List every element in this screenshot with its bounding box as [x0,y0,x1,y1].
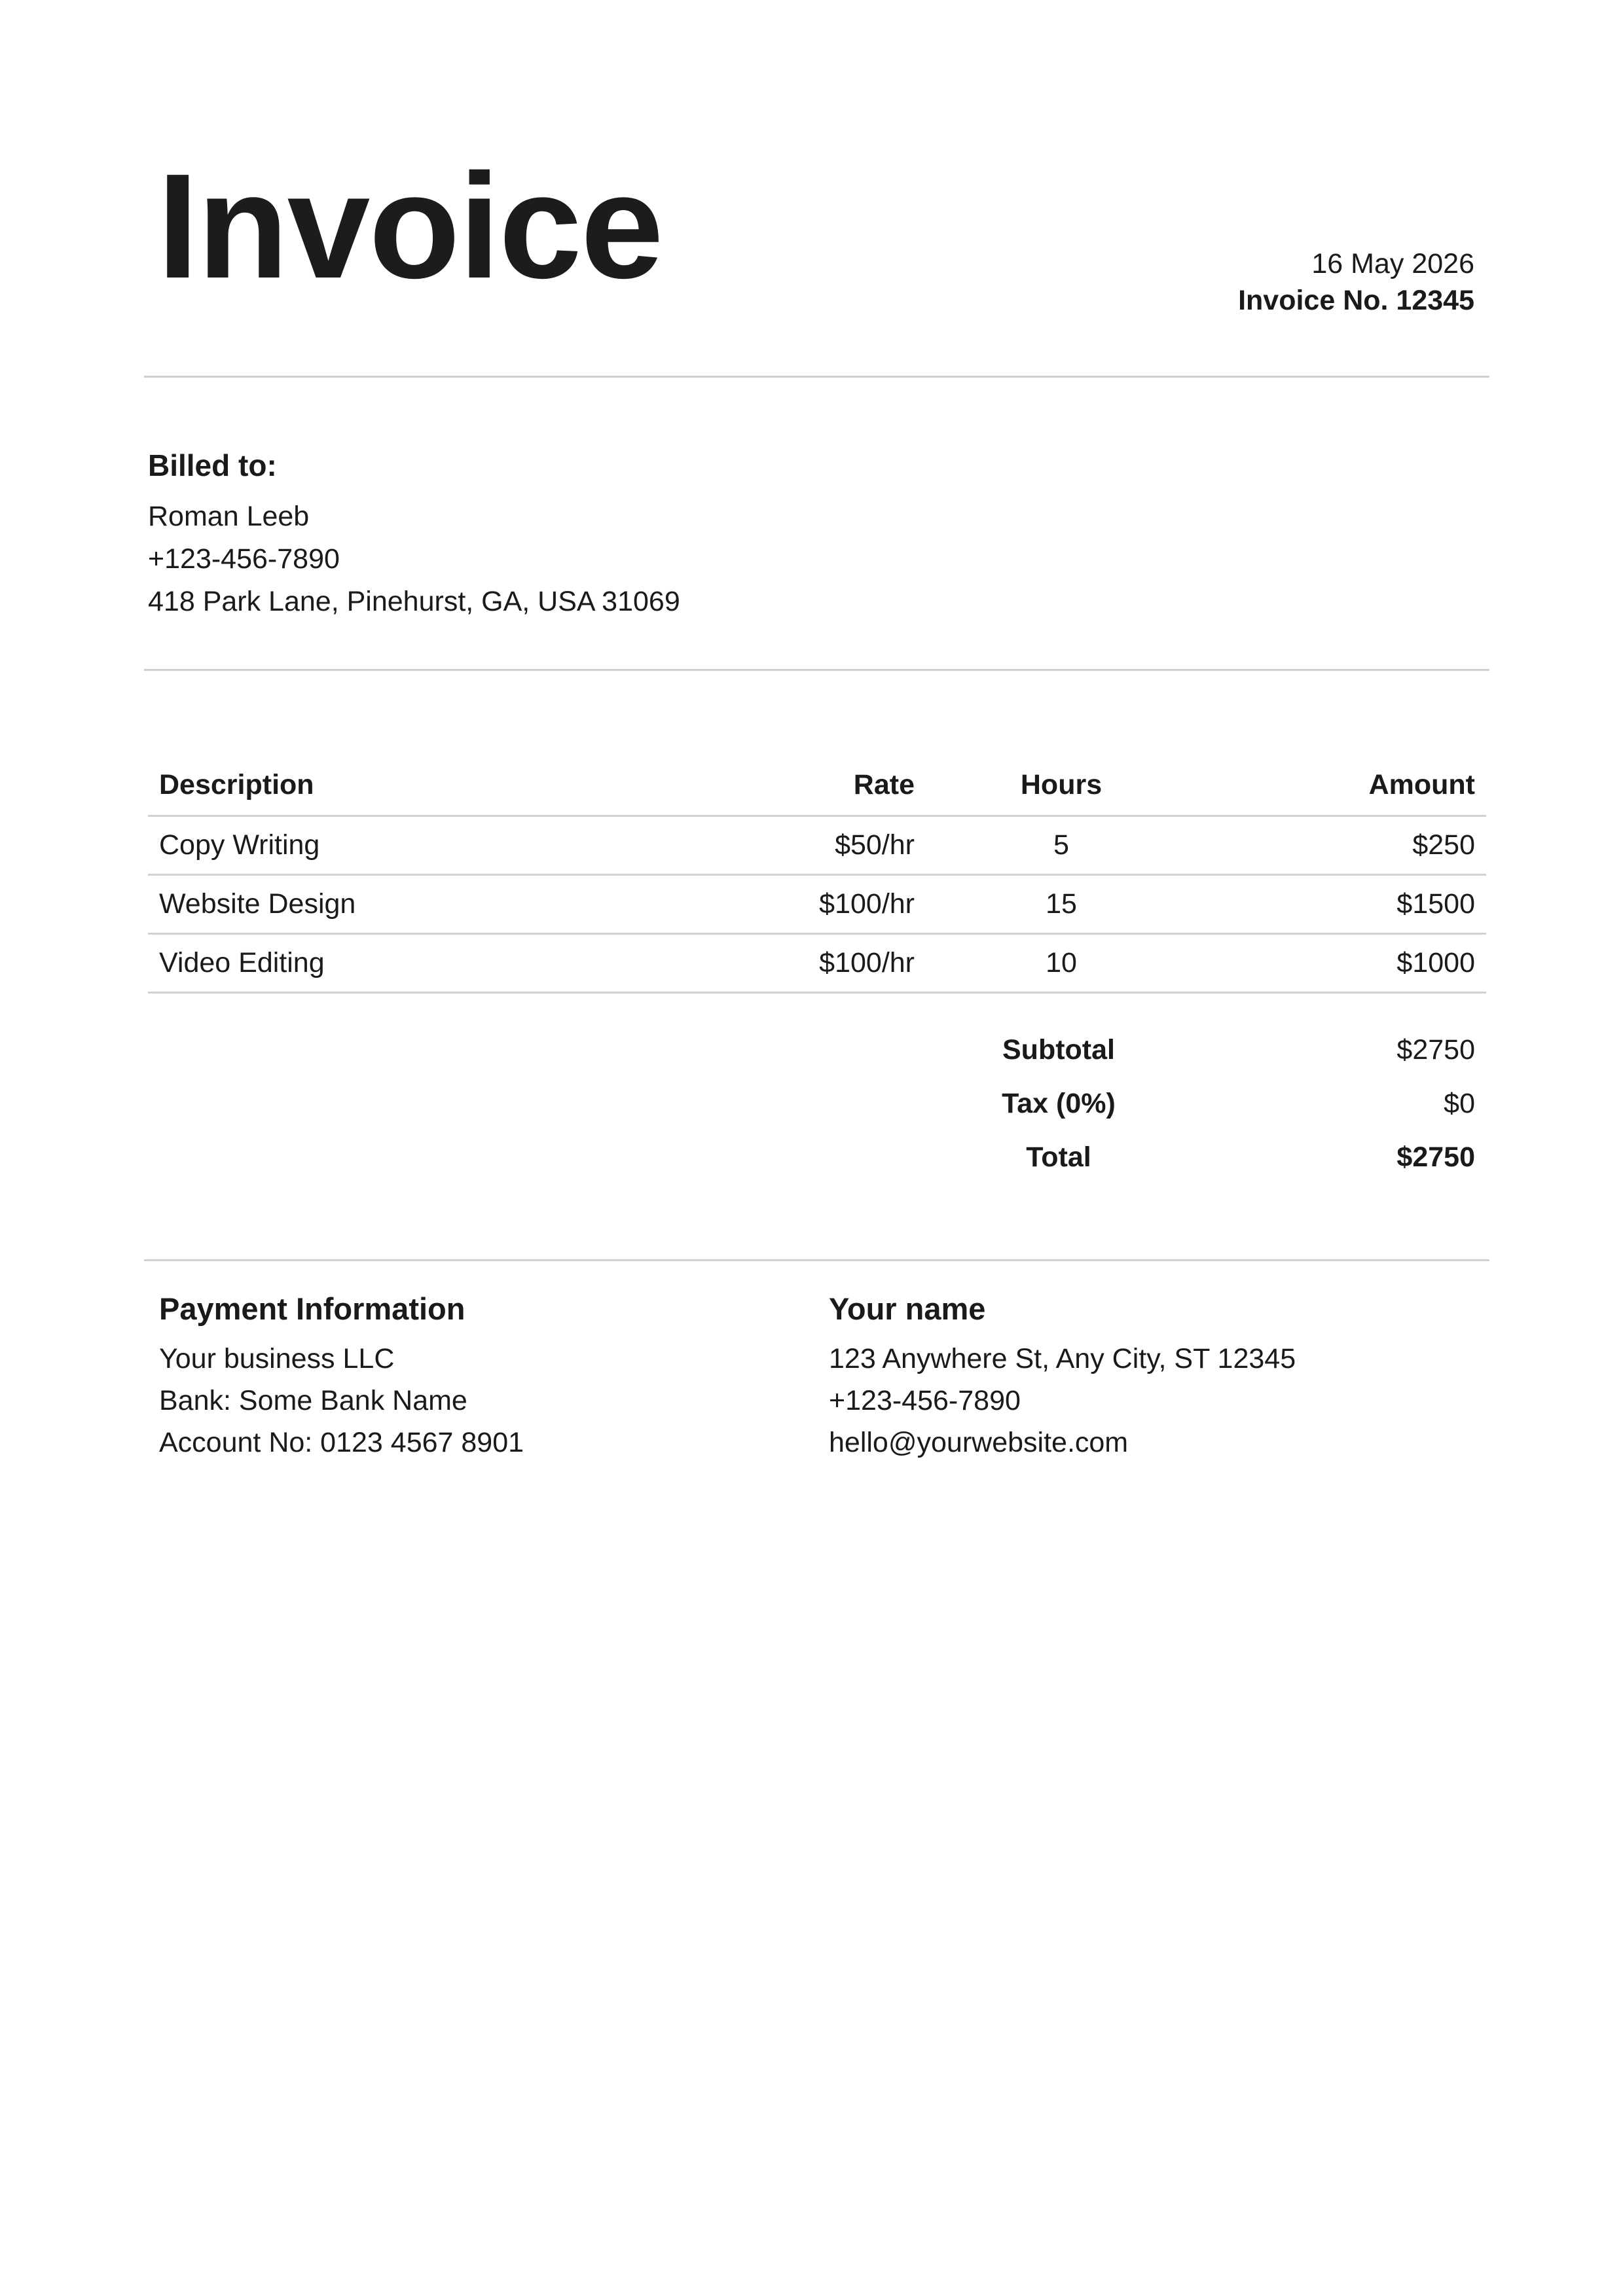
payment-account: Account No: 0123 4567 8901 [159,1427,524,1458]
cell-amount: $1500 [1197,875,1486,934]
tax-row [864,1077,1486,1130]
total-row [864,1130,1486,1184]
table-row [148,816,1486,875]
cell-hours: 10 [926,934,1197,993]
billed-to-name: Roman Leeb [148,501,310,532]
payment-info-section [159,1289,524,1463]
billed-to-address: 418 Park Lane, Pinehurst, GA, USA 31069 [148,586,680,617]
billed-to-heading: Billed to: [148,448,277,482]
column-header-rate: Rate [681,755,926,816]
column-header-description: Description [148,755,681,816]
cell-amount: $1000 [1197,934,1486,993]
table-row [148,934,1486,993]
cell-rate: $100/hr [681,934,926,993]
line-items-table [148,755,1486,994]
cell-rate: $50/hr [681,816,926,875]
invoice-title: Invoice [157,143,663,310]
total-label: Total [1026,1141,1091,1173]
divider-top [144,376,1489,378]
cell-description: Copy Writing [148,816,681,875]
divider-footer [144,1259,1489,1261]
invoice-date: 16 May 2026 [1311,248,1474,279]
divider-billed [144,669,1489,671]
cell-rate: $100/hr [681,875,926,934]
table-header-row [148,755,1486,816]
invoice-meta [1238,245,1474,319]
cell-hours: 5 [926,816,1197,875]
sender-email: hello@yourwebsite.com [829,1427,1129,1458]
subtotal-label: Subtotal [1002,1033,1115,1066]
payment-bank: Bank: Some Bank Name [159,1385,467,1416]
total-value: $2750 [1396,1141,1475,1173]
sender-section [829,1289,1296,1463]
column-header-amount: Amount [1197,755,1486,816]
cell-description: Website Design [148,875,681,934]
table-row [148,875,1486,934]
tax-label: Tax (0%) [1002,1087,1116,1119]
invoice-number: Invoice No. 12345 [1238,285,1474,316]
sender-address: 123 Anywhere St, Any City, ST 12345 [829,1343,1296,1374]
sender-heading: Your name [829,1291,986,1326]
sender-phone: +123-456-7890 [829,1385,1021,1416]
payment-business: Your business LLC [159,1343,395,1374]
payment-info-heading: Payment Information [159,1291,465,1326]
cell-hours: 15 [926,875,1197,934]
subtotal-value: $2750 [1396,1033,1475,1066]
tax-value: $0 [1444,1087,1475,1119]
cell-description: Video Editing [148,934,681,993]
billed-to-phone: +123-456-7890 [148,543,340,575]
column-header-hours: Hours [926,755,1197,816]
cell-amount: $250 [1197,816,1486,875]
subtotal-row [864,1023,1486,1077]
billed-to-section [148,447,680,623]
totals-table [864,1023,1486,1184]
